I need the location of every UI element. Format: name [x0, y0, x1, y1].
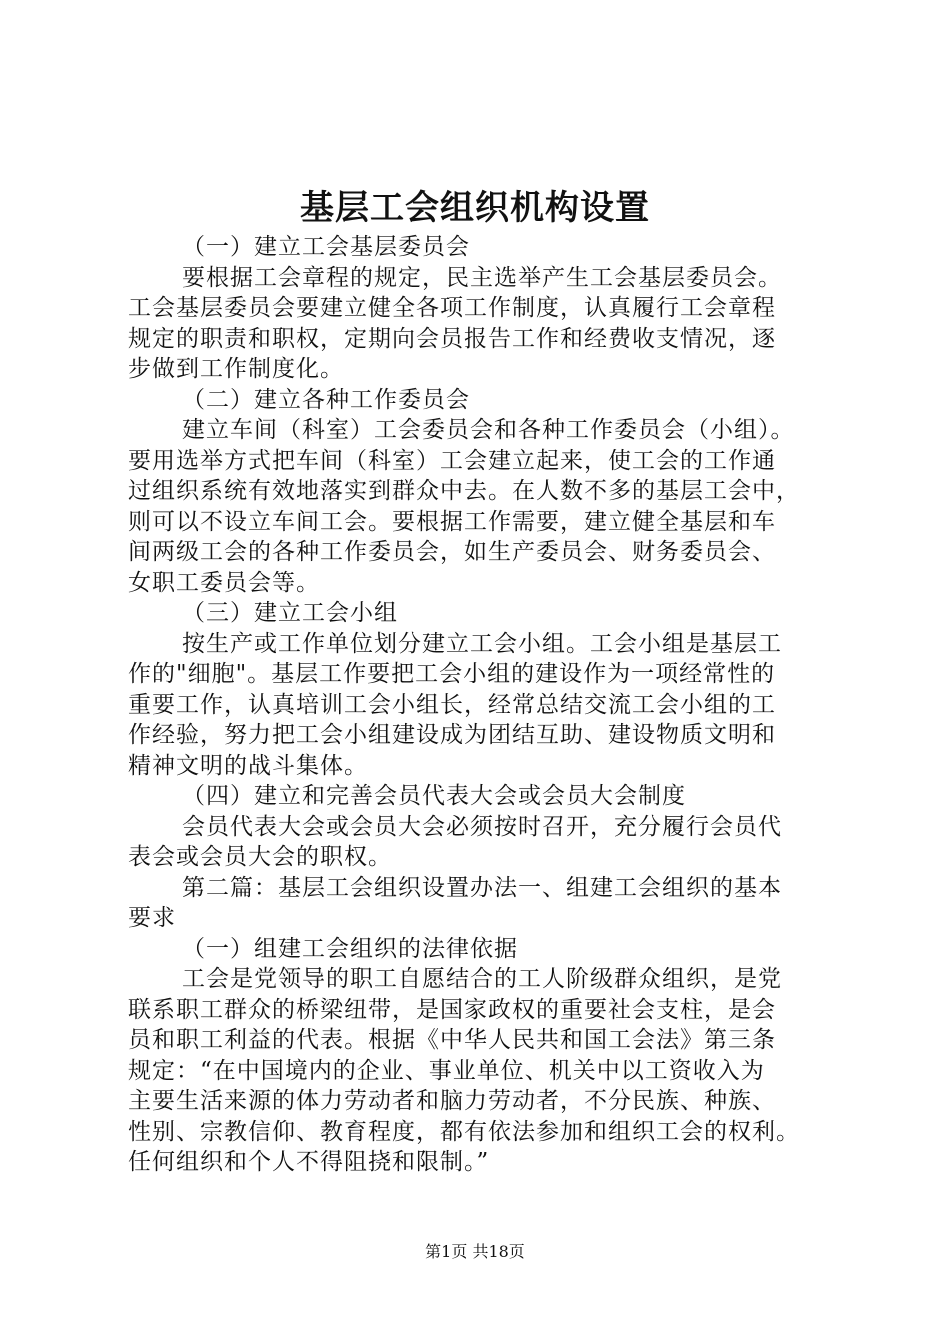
section-heading: （一）组建工会组织的法律依据	[182, 935, 518, 962]
paragraph-line: 工会是党领导的职工自愿结合的工人阶级群众组织，是党	[182, 966, 782, 992]
paragraph-line: 作经验，努力把工会小组建设成为团结互助、建设物质文明和	[128, 722, 776, 748]
section-heading: （四）建立和完善会员代表大会或会员大会制度	[182, 783, 686, 809]
paragraph-line: 过组织系统有效地落实到群众中去。在人数不多的基层工会中，	[128, 478, 800, 504]
part-heading: 第二篇：基层工会组织设置办法一、组建工会组织的基本	[182, 874, 782, 901]
paragraph-line: 步做到工作制度化。	[128, 356, 344, 382]
paragraph-line: 按生产或工作单位划分建立工会小组。工会小组是基层工	[182, 630, 782, 657]
paragraph-line: 精神文明的战斗集体。	[128, 752, 368, 779]
paragraph-line: 规定的职责和职权，定期向会员报告工作和经费收支情况，逐	[128, 325, 776, 352]
section-heading: （三）建立工会小组	[182, 600, 398, 626]
part-heading: 要求	[128, 905, 176, 931]
paragraph-line: 表会或会员大会的职权。	[128, 844, 392, 870]
paragraph-line: 性别、宗教信仰、教育程度，都有依法参加和组织工会的权利。	[128, 1118, 800, 1145]
page-footer: 第1页 共18页	[425, 1242, 525, 1261]
document-body	[128, 232, 834, 1178]
paragraph-line: 间两级工会的各种工作委员会，如生产委员会、财务委员会、	[128, 539, 776, 565]
paragraph-line: 联系职工群众的桥梁纽带，是国家政权的重要社会支柱，是会	[128, 996, 776, 1023]
paragraph-line: 要根据工会章程的规定，民主选举产生工会基层委员会。	[182, 264, 782, 291]
paragraph-line: 主要生活来源的体力劳动者和脑力劳动者，不分民族、种族、	[128, 1088, 776, 1114]
document-title: 基层工会组织机构设置	[300, 188, 650, 228]
paragraph-line: 规定：“在中国境内的企业、事业单位、机关中以工资收入为	[128, 1057, 765, 1084]
paragraph-line: 要用选举方式把车间（科室）工会建立起来，使工会的工作通	[128, 447, 776, 474]
paragraph-line: 女职工委员会等。	[128, 569, 320, 596]
paragraph-line: 任何组织和个人不得阻挠和限制。”	[128, 1149, 490, 1175]
section-heading: （二）建立各种工作委员会	[182, 386, 470, 413]
paragraph-line: 员和职工利益的代表。根据《中华人民共和国工会法》第三条	[128, 1027, 776, 1053]
paragraph-line: 作的"细胞"。基层工作要把工会小组的建设作为一项经常性的	[128, 661, 776, 687]
paragraph-line: 工会基层委员会要建立健全各项工作制度，认真履行工会章程	[128, 295, 776, 321]
paragraph-line: 重要工作，认真培训工会小组长，经常总结交流工会小组的工	[128, 691, 776, 718]
paragraph-line: 则可以不设立车间工会。要根据工作需要，建立健全基层和车	[128, 508, 776, 535]
paragraph-line: 会员代表大会或会员大会必须按时召开，充分履行会员代	[182, 813, 782, 840]
paragraph-line: 建立车间（科室）工会委员会和各种工作委员会（小组）。	[182, 417, 795, 443]
section-heading: （一）建立工会基层委员会	[182, 234, 470, 260]
